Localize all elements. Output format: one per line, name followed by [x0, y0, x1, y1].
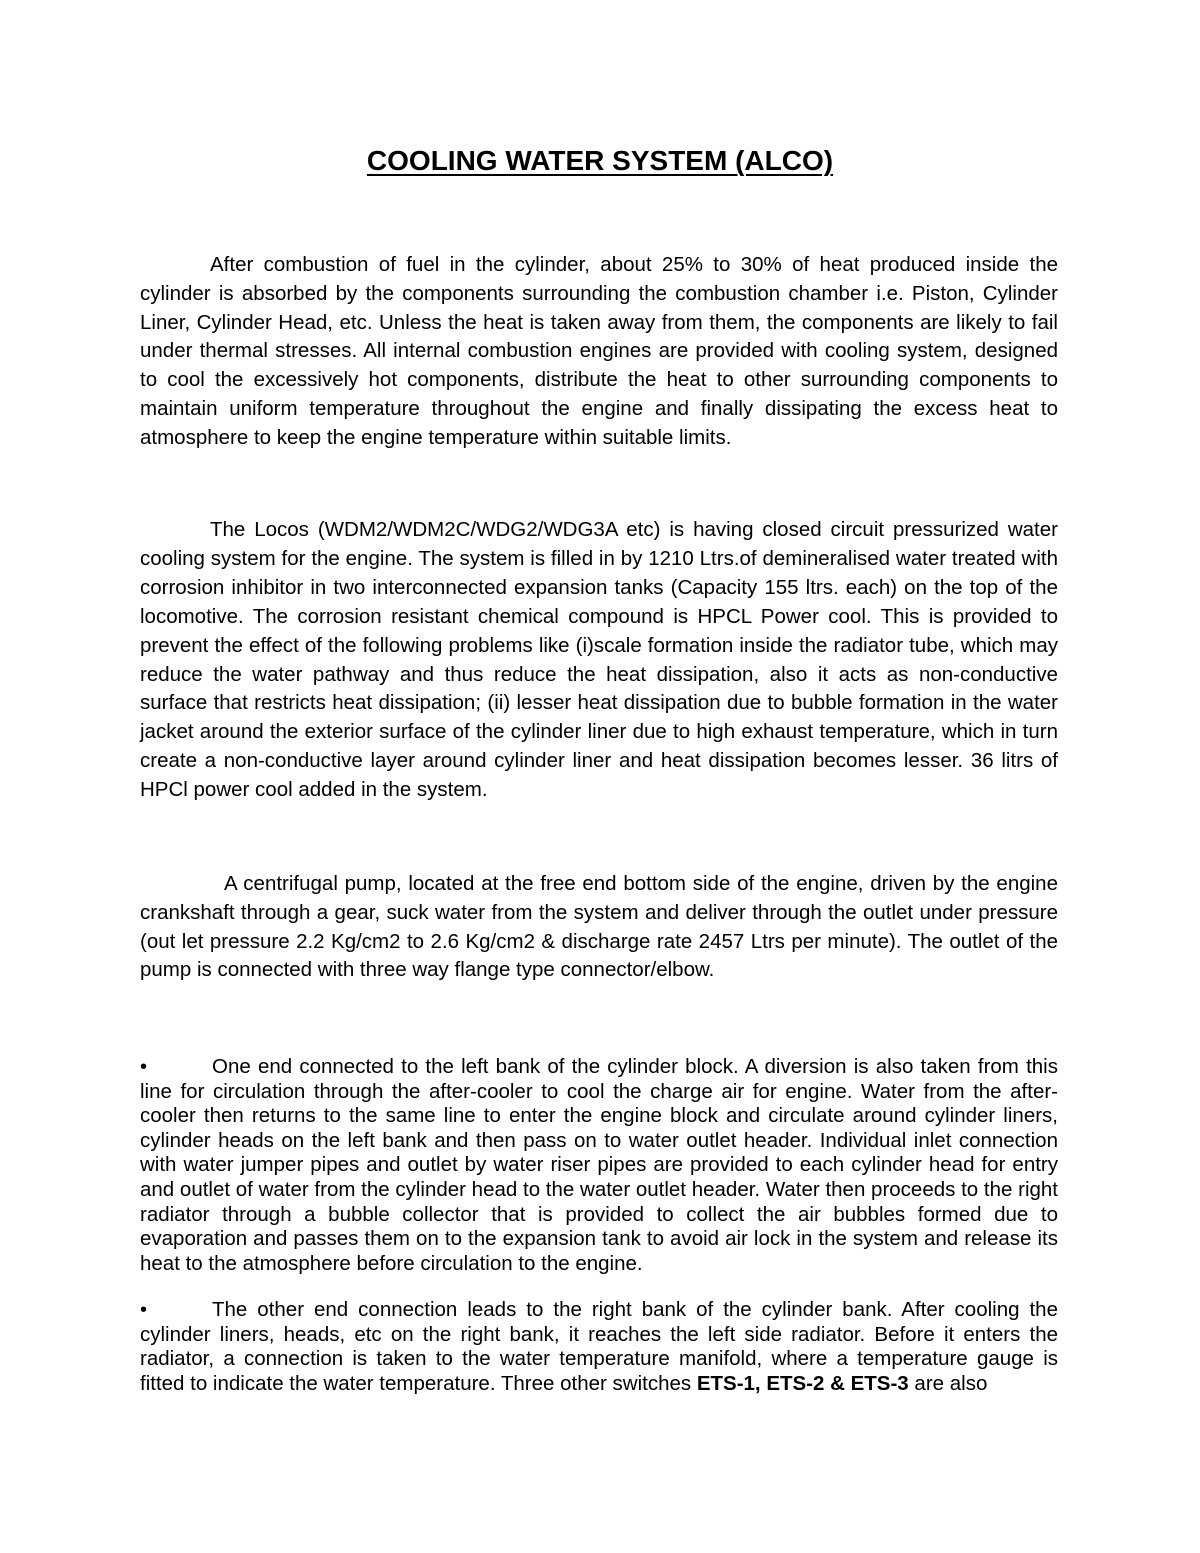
page-title: COOLING WATER SYSTEM (ALCO) — [366, 145, 834, 176]
bullet-item-right-bank — [140, 1298, 1058, 1396]
bullet-text-right-bank: The other end connection leads to the right bank of the cylinder bank. After cooling the cylinder liners, heads, etc on the right bank, it reaches the left side radiator. Before it enters the radiator, a connection is taken to the water temperature manifold, where a temperature gauge is fitted to indicate the water temperature. Three other switches — [140, 1298, 1058, 1395]
bullet-list-second — [140, 1298, 1058, 1396]
bullet-text-left-bank: One end connected to the left bank of the cylinder block. A diversion is also taken from this line for circulation through the after-cooler to cool the charge air for engine. Water from the after-cooler then returns to the same line to enter the engine block and circulate around cylinder liners, cylinder heads on the left bank and then pass on to water outlet header. Individual inlet connection with water jumper pipes and outlet by water riser pipes are provided to each cylinder head for entry and outlet of water from the cylinder head to the water outlet header. Water then proceeds to the right radiator through a bubble collector that is provided to collect the air bubbles formed due to evaporation and passes them on to the expansion tank to avoid air lock in the system and release its heat to the atmosphere before circulation to the engine. — [140, 1055, 1058, 1275]
bullet-list-first — [140, 1055, 1058, 1276]
paragraph-heat-absorption: After combustion of fuel in the cylinder, about 25% to 30% of heat produced inside the cylinder is absorbed by the components surrounding the combustion chamber i.e. Piston, Cylinder Liner, Cylinder Head, etc. Unless the heat is taken away from them, the components are likely to fail under thermal stresses. All internal combustion engines are provided with cooling system, designed to cool the excessively hot components, distribute the heat to other surrounding components to maintain uniform temperature throughout the engine and finally dissipating the excess heat to atmosphere to keep the engine temperature within suitable limits. — [140, 253, 1058, 449]
bullet-item-left-bank — [140, 1055, 1058, 1276]
bullet-dot-icon: • — [140, 1299, 148, 1321]
bullet-text-right-bank-end: are also — [908, 1371, 988, 1395]
bullet-dot-icon: • — [140, 1056, 148, 1078]
paragraph-locos-cooling-system: The Locos (WDM2/WDM2C/WDG2/WDG3A etc) is having closed circuit pressurized water cooling system for the engine. The system is filled in by 1210 Ltrs.of demineralised water treated with corrosion inhibitor in two interconnected expansion tanks (Capacity 155 ltrs. each) on the top of the locomotive. The corrosion resistant chemical compound is HPCL Power cool. This is provided to prevent the effect of the following problems like (i)scale formation inside the radiator tube, which may reduce the water pathway and thus reduce the heat dissipation, also it acts as non-conductive surface that restricts heat dissipation; (ii) lesser heat dissipation due to bubble formation in the water jacket around the exterior surface of the cylinder liner due to high exhaust temperature, which in turn create a non-conductive layer around cylinder liner and heat dissipation becomes lesser. 36 litrs of HPCl power cool added in the system. — [140, 518, 1058, 802]
ets-switches-label: ETS-1, ETS-2 & ETS-3 — [696, 1371, 909, 1395]
paragraph-centrifugal-pump: A centrifugal pump, located at the free end bottom side of the engine, driven by the engine crankshaft through a gear, suck water from the system and deliver through the outlet under pressure (out let pressure 2.2 Kg/cm2 to 2.6 Kg/cm2 & discharge rate 2457 Ltrs per minute). The outlet of the pump is connected with three way flange type connector/elbow. — [140, 872, 1058, 982]
